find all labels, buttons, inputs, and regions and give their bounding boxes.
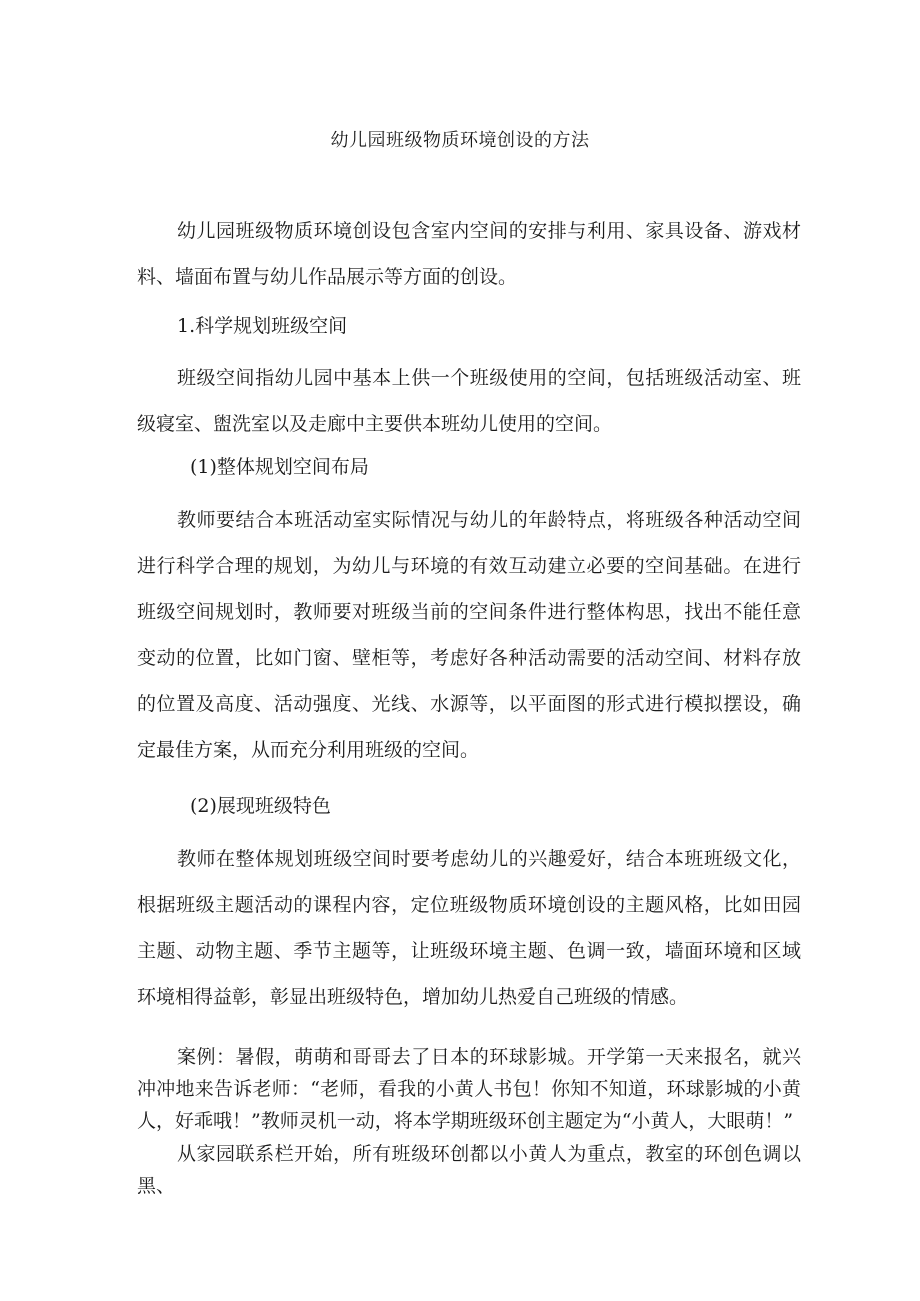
section-heading-1: 1.科学规划班级空间	[177, 315, 348, 337]
case-paragraph: 案例：暑假，萌萌和哥哥去了日本的环球影城。开学第一天来报名，就兴冲冲地来告诉老师：“老师，看我的小黄人书包！你知不知道，环球影城的小黄人，好乖哦！”教师灵机一动，将本学期班级环创主题定为“小黄人，大眼萌！”	[137, 1046, 801, 1132]
subsection-heading-2: (2)展现班级特色	[190, 795, 331, 817]
subsection-2-paragraph: 教师在整体规划班级空间时要考虑幼儿的兴趣爱好，结合本班班级文化，根据班级主题活动的课程内容，定位班级物质环境创设的主题风格，比如田园主题、动物主题、季节主题等，让班级环境主题、色调一致，墙面环境和区域环境相得益彰，彰显出班级特色，增加幼儿热爱自己班级的情感。	[137, 848, 801, 1008]
section-1-paragraph: 班级空间指幼儿园中基本上供一个班级使用的空间，包括班级活动室、班级寝室、盥洗室以及走廊中主要供本班幼儿使用的空间。	[137, 367, 801, 435]
subsection-heading-1: (1)整体规划空间布局	[190, 456, 369, 478]
last-paragraph: 从家园联系栏开始，所有班级环创都以小黄人为重点，教室的环创色调以黑、	[137, 1143, 801, 1197]
document-title: 幼儿园班级物质环境创设的方法	[330, 130, 590, 151]
subsection-1-paragraph: 教师要结合本班活动室实际情况与幼儿的年龄特点，将班级各种活动空间进行科学合理的规划，为幼儿与环境的有效互动建立必要的空间基础。在进行班级空间规划时，教师要对班级当前的空间条件进行整体构思，找出不能任意变动的位置，比如门窗、壁柜等，考虑好各种活动需要的活动空间、材料存放的位置及高度、活动强度、光线、水源等，以平面图的形式进行模拟摆设，确定最佳方案，从而充分利用班级的空间。	[137, 509, 801, 761]
intro-paragraph: 幼儿园班级物质环境创设包含室内空间的安排与利用、家具设备、游戏材料、墙面布置与幼儿作品展示等方面的创设。	[137, 220, 801, 288]
